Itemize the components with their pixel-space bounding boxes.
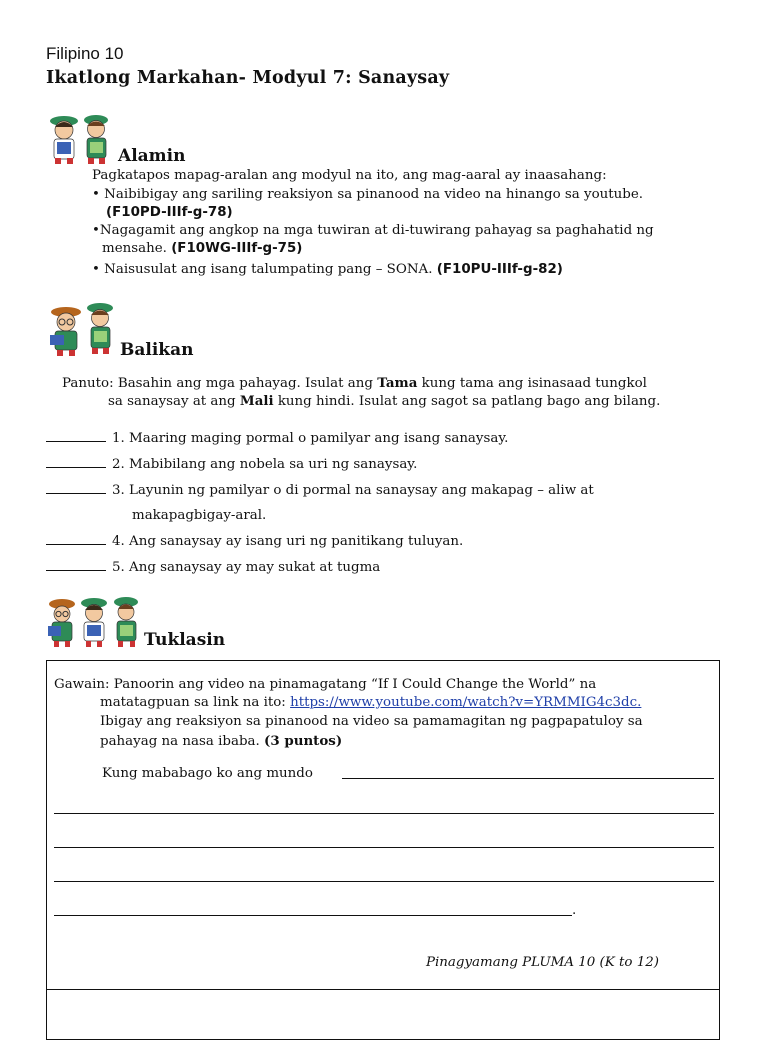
objective-text: Naibibigay ang sariling reaksiyon sa pinanood na video na hinango sa youtube. [104,187,644,202]
quiz-item-text: 2. Mabibilang ang nobela sa uri ng sanaysay. [112,457,418,472]
gawain-line4 [100,732,342,751]
answer-blank[interactable] [46,455,106,468]
response-line[interactable] [342,778,714,779]
balikan-instructions-line2 [108,392,660,411]
objective-bullet-3 [92,261,563,279]
balikan-instructions-line1 [62,374,647,393]
students-icon [46,112,116,164]
points-label: (3 puntos) [264,733,343,749]
box-divider [46,989,720,990]
instruction-text: Panuto: Basahin ang mga pahayag. Isulat ang [62,376,378,391]
instruction-text: sa sanaysay at ang [108,394,240,409]
tama-keyword: Tama [377,375,418,391]
subject-label: Filipino 10 [46,44,124,63]
answer-blank[interactable] [46,532,106,545]
objective-code-3: (F10PU-IIIf-g-82) [436,262,563,277]
gawain-text: pahayag na nasa ibaba. [100,734,265,749]
tuklasin-heading: Tuklasin [144,630,226,650]
mali-keyword: Mali [239,393,274,409]
response-line[interactable] [54,881,714,882]
bullet-dot: • [92,223,100,238]
module-title: Ikatlong Markahan- Modyul 7: Sanaysay [46,68,450,88]
response-prompt: Kung mababago ko ang mundo [102,766,313,781]
answer-blank[interactable] [46,558,106,571]
response-line[interactable] [54,915,572,916]
alamin-heading: Alamin [118,146,186,166]
gawain-line2 [100,694,641,712]
students-icon [46,594,142,648]
quiz-item-2 [46,455,417,474]
objective-text: mensahe. [102,241,167,256]
response-line[interactable] [54,813,714,814]
answer-blank[interactable] [46,481,106,494]
answer-blank[interactable] [46,429,106,442]
objective-code-1: (F10PD-IIIf-g-78) [106,205,233,220]
instruction-text: kung hindi. Isulat ang sagot sa patlang bago ang bilang. [273,394,661,409]
quiz-item-text: 3. Layunin ng pamilyar o di pormal na sanaysay ang makapag – aliw at [112,483,594,498]
objective-code-2: (F10WG-IIIf-g-75) [171,241,303,256]
objective-text: Nagagamit ang angkop na mga tuwiran at di-tuwirang pahayag sa paghahatid ng [99,223,654,238]
period-mark: . [572,903,577,918]
quiz-item-4 [46,532,463,551]
objective-text-2-cont [102,240,302,258]
quiz-item-5 [46,558,380,577]
balikan-heading: Balikan [120,340,194,360]
quiz-item-text: 5. Ang sanaysay ay may sukat at tugma [112,560,381,575]
objective-text: Naisusulat ang isang talumpating pang – SONA. [104,262,433,277]
objective-bullet-2 [92,222,654,240]
youtube-link[interactable]: https://www.youtube.com/watch?v=YRMMIG4c3dc. [290,695,642,710]
quiz-item-1 [46,429,508,448]
bullet-dot: • [92,262,100,277]
alamin-intro: Pagkatapos mapag-aralan ang modyul na ito, ang mag-aaral ay inaasahang: [92,168,607,183]
gawain-text: matatagpuan sa link na ito: [100,695,291,710]
gawain-line1: Gawain: Panoorin ang video na pinamagatang “If I Could Change the World” na [54,677,597,692]
objective-bullet-1 [92,186,643,204]
response-line[interactable] [54,847,714,848]
quiz-item-text: 1. Maaring maging pormal o pamilyar ang isang sanaysay. [112,431,509,446]
gawain-line3: Ibigay ang reaksiyon sa pinanood na video sa pamamagitan ng pagpapatuloy sa [100,714,643,729]
quiz-item-text: 4. Ang sanaysay ay isang uri ng panitikang tuluyan. [112,534,464,549]
quiz-item-3-cont: makapagbigay-aral. [132,508,267,523]
students-icon [46,300,118,356]
instruction-text: kung tama ang isinasaad tungkol [417,376,647,391]
bullet-dot: • [92,187,100,202]
quiz-item-3 [46,481,594,500]
source-credit: Pinagyamang PLUMA 10 (K to 12) [426,955,659,970]
